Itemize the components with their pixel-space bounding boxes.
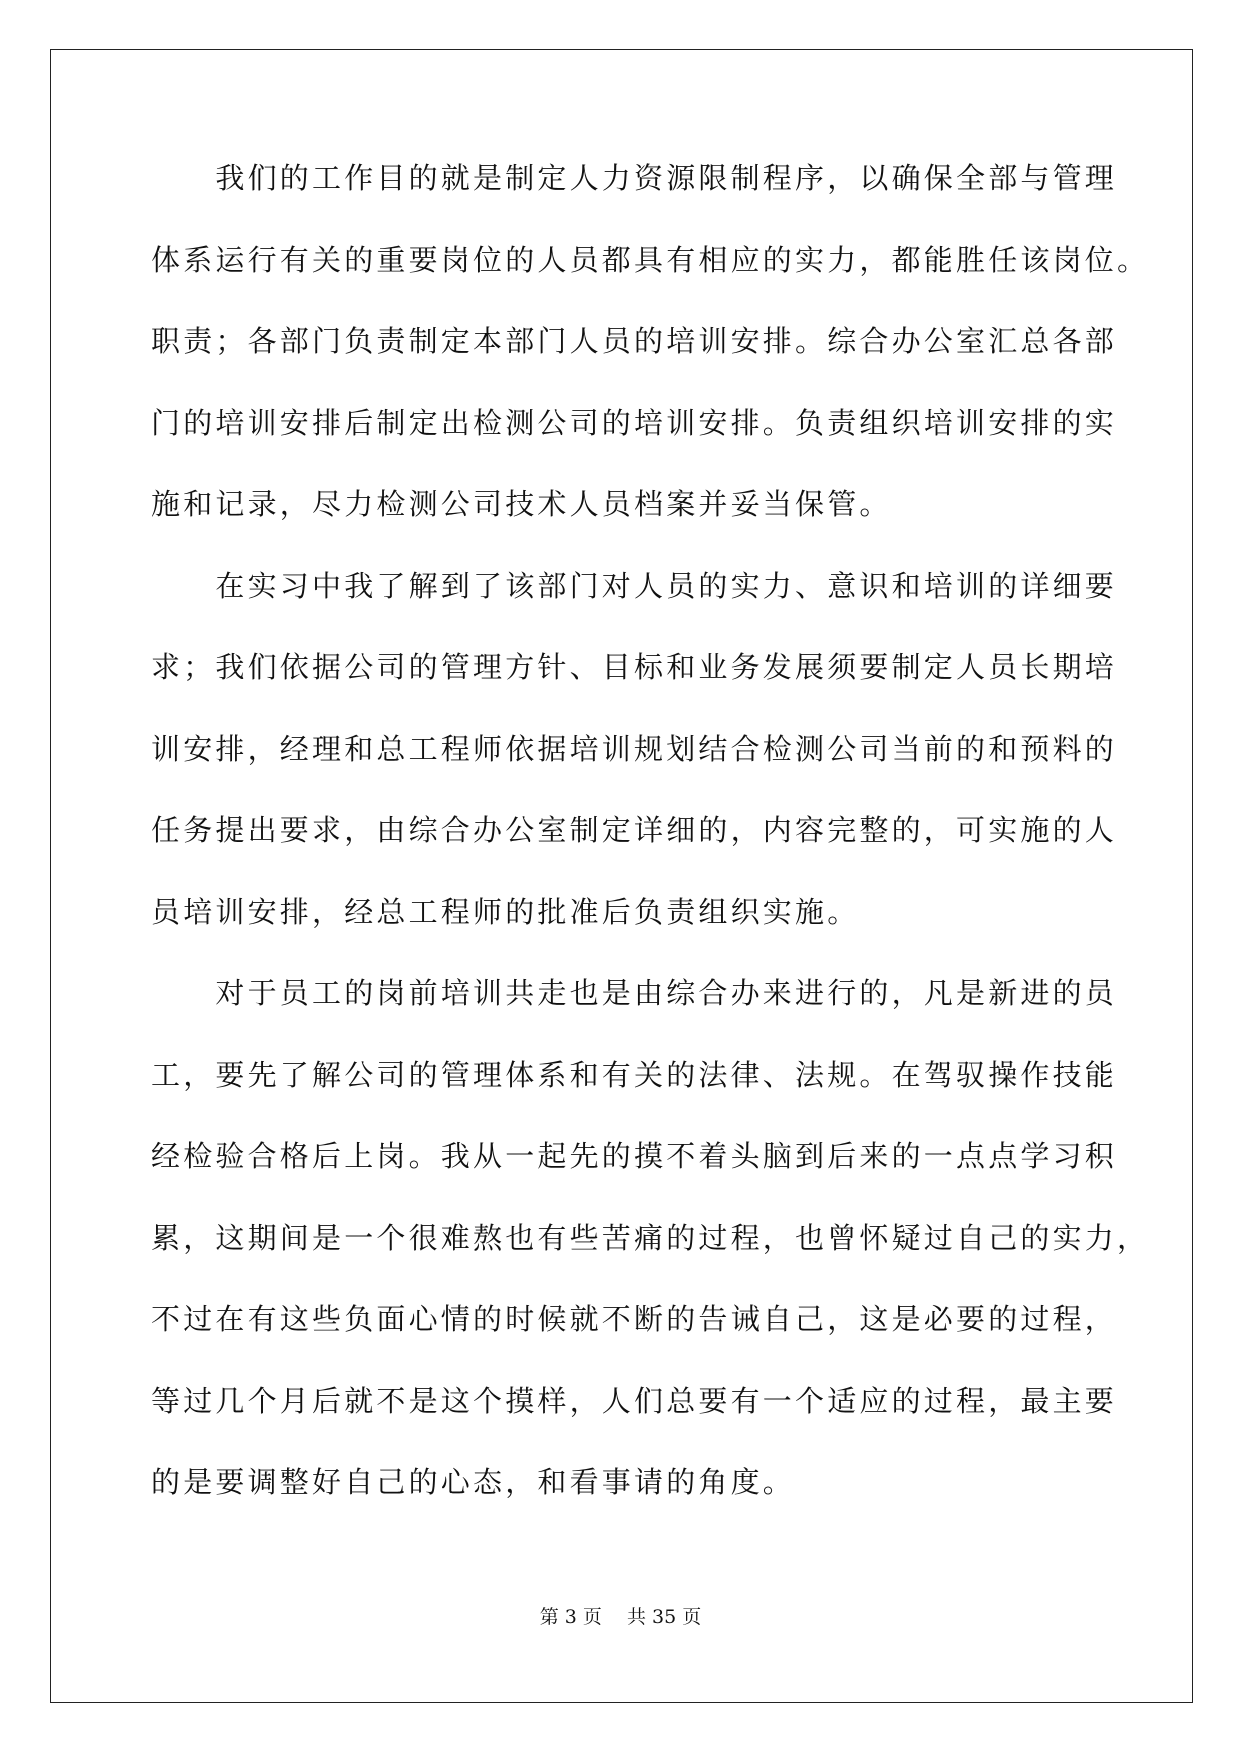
text-line: 我们的工作目的就是制定人力资源限制程序，以确保全部与管理 xyxy=(151,161,1118,195)
text-line: 体系运行有关的重要岗位的人员都具有相应的实力，都能胜任该岗位。 xyxy=(151,242,1150,277)
text-line: 等过几个月后就不是这个摸样，人们总要有一个适应的过程，最主要 xyxy=(151,1383,1118,1418)
text-line: 在实习中我了解到了该部门对人员的实力、意识和培训的详细要 xyxy=(151,568,1118,603)
text-line: 训安排，经理和总工程师依据培训规划结合检测公司当前的和预料的 xyxy=(151,731,1118,766)
text-line: 工，要先了解公司的管理体系和有关的法律、法规。在驾驭操作技能 xyxy=(151,1057,1118,1092)
text-line: 求；我们依据公司的管理方针、目标和业务发展须要制定人员长期培 xyxy=(151,650,1118,684)
text-line: 门的培训安排后制定出检测公司的培训安排。负责组织培训安排的实 xyxy=(151,405,1118,440)
text-line: 职责；各部门负责制定本部门人员的培训安排。综合办公室汇总各部 xyxy=(151,324,1118,358)
text-line: 的是要调整好自己的心态，和看事请的角度。 xyxy=(151,1465,796,1499)
text-line: 对于员工的岗前培训共走也是由综合办来进行的，凡是新进的员 xyxy=(151,976,1118,1010)
page-number-footer: 第 3 页 共 35 页 xyxy=(539,1606,702,1628)
text-line: 累，这期间是一个很难熬也有些苦痛的过程，也曾怀疑过自己的实力， xyxy=(151,1220,1150,1255)
text-line: 员培训安排，经总工程师的批准后负责组织实施。 xyxy=(151,894,860,929)
text-line: 施和记录，尽力检测公司技术人员档案并妥当保管。 xyxy=(151,487,892,521)
text-line: 经检验合格后上岗。我从一起先的摸不着头脑到后来的一点点学习积 xyxy=(151,1139,1118,1173)
document-body xyxy=(151,161,1150,1548)
text-line: 任务提出要求，由综合办公室制定详细的，内容完整的，可实施的人 xyxy=(151,813,1118,847)
text-line: 不过在有这些负面心情的时候就不断的告诫自己，这是必要的过程， xyxy=(151,1302,1118,1336)
